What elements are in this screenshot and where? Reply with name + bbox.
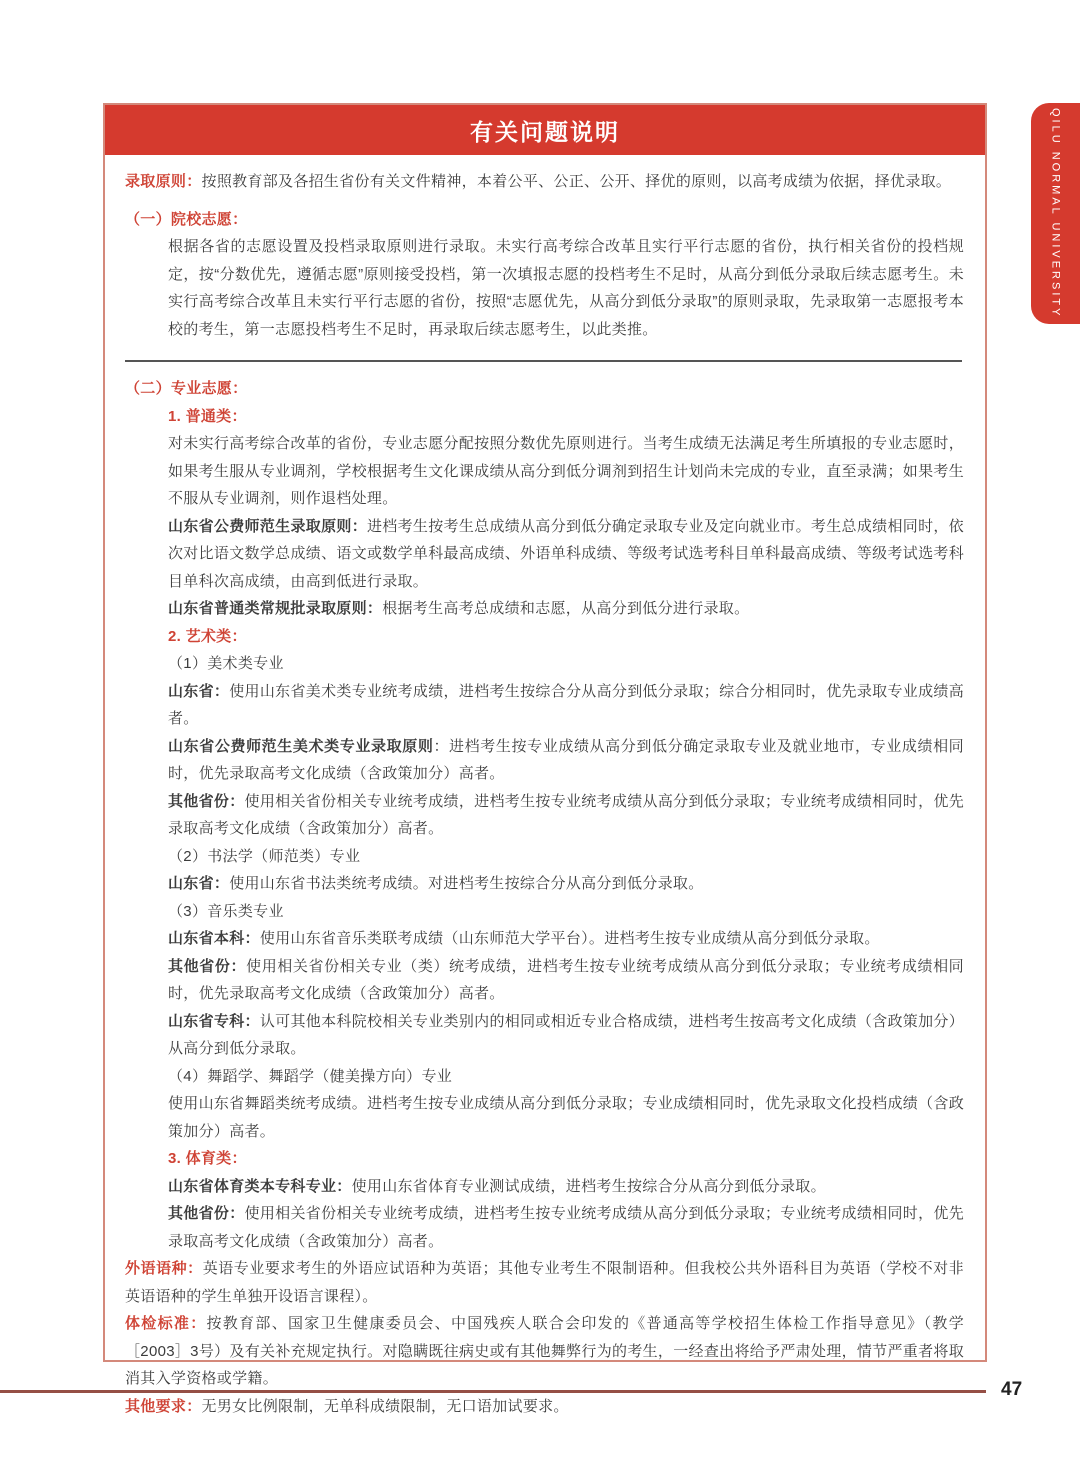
label-run: 山东省： [168, 682, 230, 700]
university-name-vertical-label: QILU NORMAL UNIVERSITY [1049, 108, 1062, 319]
paragraph [168, 788, 964, 843]
labeled-entry [125, 1393, 964, 1421]
label-run: 山东省： [168, 875, 230, 892]
label-run: 体检标准： [125, 1315, 207, 1332]
sub-heading [168, 1145, 964, 1173]
text-run: 按照教育部及各招生省份有关文件精神，本着公平、公正、公开、择优的原则，以高考成绩为依据，择优录取。 [201, 173, 952, 190]
label-run: 山东省本科： [168, 930, 260, 947]
text-run: （3）音乐类专业 [168, 902, 284, 920]
info-panel [103, 103, 987, 1415]
section-divider [125, 360, 962, 362]
text-run: 使用山东省美术类专业统考成绩，进档考生按综合分从高分到低分录取；综合分相同时，优先录取专业成绩高者。 [168, 682, 964, 727]
section-heading [125, 375, 964, 403]
label-run: 山东省公费师范生录取原则： [168, 517, 367, 535]
sub-heading [168, 403, 964, 431]
university-side-tab [1031, 103, 1080, 324]
panel-title: 有关问题说明 [470, 118, 620, 145]
text-run: 使用山东省舞蹈类统考成绩。进档考生按专业成绩从高分到低分录取；专业成绩相同时，优先录取文化投档成绩（含政策加分）高者。 [168, 1095, 964, 1140]
label-run: （一）院校志愿： [125, 210, 248, 228]
label-run: 2. 艺术类： [168, 627, 247, 645]
labeled-entry [125, 1310, 964, 1393]
label-run: 山东省体育类本专科专业： [168, 1177, 352, 1195]
paragraph [168, 953, 964, 1008]
panel-header [105, 105, 985, 155]
sub-heading [168, 623, 964, 651]
label-run: 山东省公费师范生美术类专业录取原则 [168, 737, 434, 755]
label-run: 其他省份： [168, 1205, 245, 1222]
page-number: 47 [1001, 1379, 1023, 1400]
paragraph [168, 1063, 964, 1091]
paragraph [168, 898, 964, 926]
label-run: 3. 体育类： [168, 1150, 247, 1167]
paragraph [168, 843, 964, 871]
text-run: （1）美术类专业 [168, 655, 284, 672]
text-run: 按教育部、国家卫生健康委员会、中国残疾人联合会印发的《普通高等学校招生体检工作指导意见》（教学［2003］3号）及有关补充规定执行。对隐瞒既往病史或有其他舞弊行为的考生，一经查出将给予严肃处理，情节严重者将取消其入学资格或学籍。 [125, 1315, 964, 1387]
label-run: （二）专业志愿： [125, 380, 248, 397]
label-run: 录取原则： [125, 173, 202, 190]
text-run: 根据各省的志愿设置及投档录取原则进行录取。未实行高考综合改革且实行平行志愿的省份，执行相关省份的投档规定，按“分数优先，遵循志愿”原则接受投档，第一次填报志愿的投档考生不足时，从高分到低分录取后续志愿考生。未实行高考综合改革且未实行平行志愿的省份，按照“志愿优先，从高分到低分录取”的原则录取，先录取第一志愿报考本校的考生，第一志愿投档考生不足时，再录取后续志愿考生，以此类推。 [168, 238, 964, 338]
text-run: 对未实行高考综合改革的省份，专业志愿分配按照分数优先原则进行。当考生成绩无法满足考生所填报的专业志愿时，如果考生服从专业调剂，学校根据考生文化课成绩从高分到低分调剂到招生计划尚未完成的专业，直至录满；如果考生不服从专业调剂，则作退档处理。 [168, 435, 964, 507]
text-run: 英语专业要求考生的外语应试语种为英语；其他专业考生不限制语种。但我校公共外语科目为英语（学校不对非英语语种的学生单独开设语言课程）。 [125, 1260, 964, 1305]
content-blocks [105, 155, 985, 1420]
text-run: ：进档考生按专业成绩从高分到低分确定录取专业及就业地市，专业成绩相同时，优先录取高考文化成绩（含政策加分）高者。 [168, 737, 964, 782]
label-run: 其他省份： [168, 957, 247, 975]
paragraph [168, 870, 964, 898]
paragraph [168, 513, 964, 596]
paragraph [168, 733, 964, 788]
paragraph [168, 1173, 964, 1201]
paragraph [168, 595, 964, 623]
text-run: 使用山东省体育专业测试成绩，进档考生按综合分从高分到低分录取。 [351, 1177, 826, 1195]
label-run: 1. 普通类： [168, 407, 247, 425]
paragraph [168, 650, 964, 678]
text-run: （4）舞蹈学、舞蹈学（健美操方向）专业 [168, 1067, 453, 1085]
text-run: （2）书法学（师范类）专业 [168, 847, 361, 865]
text-run: 认可其他本科院校相关专业类别内的相同或相近专业合格成绩，进档考生按高考文化成绩（含政策加分）从高分到低分录取。 [168, 1012, 964, 1057]
text-run: 使用山东省音乐类联考成绩（山东师范大学平台）。进档考生按专业成绩从高分到低分录取。 [259, 930, 880, 947]
text-run: 使用相关省份相关专业统考成绩，进档考生按专业统考成绩从高分到低分录取；专业统考成绩相同时，优先录取高考文化成绩（含政策加分）高者。 [168, 1205, 964, 1250]
label-run: 山东省普通类常规批录取原则： [168, 600, 383, 617]
label-run: 其他省份： [168, 792, 245, 810]
text-run: 使用相关省份相关专业统考成绩，进档考生按专业统考成绩从高分到低分录取；专业统考成绩相同时，优先录取高考文化成绩（含政策加分）高者。 [168, 792, 964, 837]
paragraph [168, 1090, 964, 1145]
paragraph [168, 925, 964, 953]
text-run: 无男女比例限制，无单科成绩限制，无口语加试要求。 [201, 1397, 569, 1415]
paragraph [168, 1008, 964, 1063]
label-run: 山东省专科： [168, 1012, 260, 1030]
paragraph [168, 1200, 964, 1255]
text-run: 使用相关省份相关专业（类）统考成绩，进档考生按专业统考成绩从高分到低分录取；专业统考成绩相同时，优先录取高考文化成绩（含政策加分）高者。 [168, 957, 964, 1002]
section-heading [125, 206, 964, 234]
footer-rule [0, 1390, 986, 1393]
text-run: 根据考生高考总成绩和志愿，从高分到低分进行录取。 [382, 600, 750, 617]
paragraph [168, 678, 964, 733]
paragraph [168, 430, 964, 513]
labeled-entry [125, 1255, 964, 1310]
text-run: 使用山东省书法类统考成绩。对进档考生按综合分从高分到低分录取。 [229, 875, 704, 892]
text-run: 进档考生按考生总成绩从高分到低分确定录取专业及定向就业市。考生总成绩相同时，依次对比语文数学总成绩、语文或数学单科最高成绩、外语单科成绩、等级考试选考科目单科最高成绩、等级考试选考科目单科次高成绩，由高到低进行录取。 [168, 517, 964, 590]
labeled-entry [125, 168, 964, 196]
paragraph [168, 233, 964, 343]
label-run: 外语语种： [125, 1260, 203, 1277]
label-run: 其他要求： [125, 1397, 202, 1415]
